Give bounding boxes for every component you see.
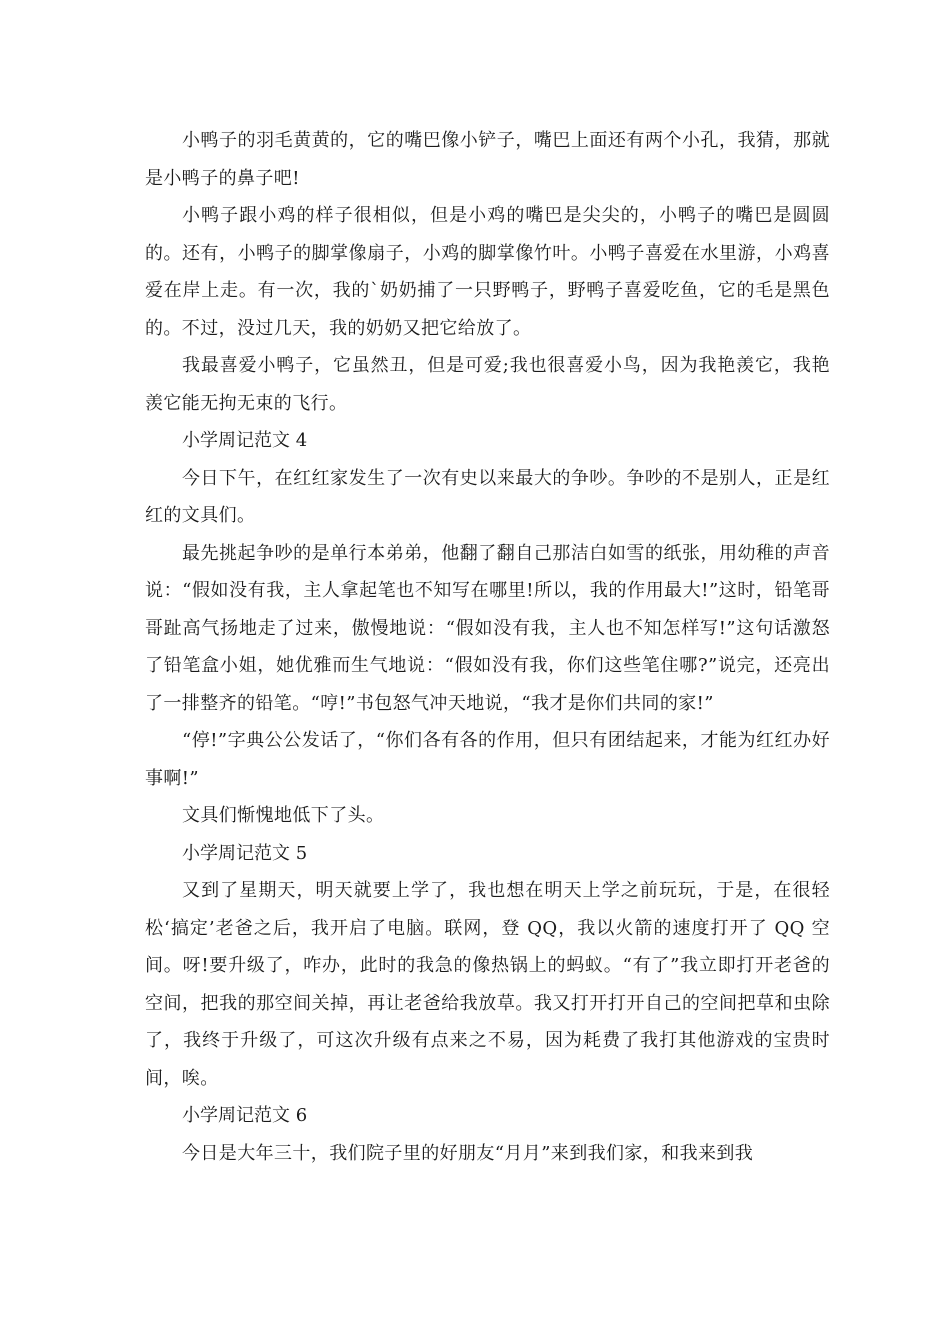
paragraph-argument-intro: 今日下午，在红红家发生了一次有史以来最大的争吵。争吵的不是别人，正是红红的文具们。: [145, 467, 830, 526]
paragraph-favorite-duck: 我最喜爱小鸭子，它虽然丑，但是可爱;我也很喜爱小鸟，因为我艳羡它，我艳羡它能无拘无束的飞行。: [145, 355, 830, 414]
section-heading-6: 小学周记范文 6: [182, 1105, 308, 1126]
paragraph-duck-vs-chick: 小鸭子跟小鸡的样子很相似，但是小鸡的嘴巴是尖尖的，小鸭子的嘴巴是圆圆的。还有，小鸭子的脚掌像扇子，小鸡的脚掌像竹叶。小鸭子喜爱在水里游，小鸡喜爱在岸上走。有一次，我的`奶奶捕了一只野鸭子，野鸭子喜爱吃鱼，它的毛是黑色的。不过，没过几天，我的奶奶又把它给放了。: [145, 205, 830, 339]
document-page: [145, 122, 830, 1172]
paragraph-new-year-eve: 今日是大年三十，我们院子里的好朋友“月月”来到我们家，和我来到我: [182, 1142, 754, 1164]
paragraph-duck-feathers: 小鸭子的羽毛黄黄的，它的嘴巴像小铲子，嘴巴上面还有两个小孔，我猜，那就是小鸭子的鼻子吧!: [145, 130, 830, 189]
paragraph-stationery-ashamed: 文具们惭愧地低下了头。: [182, 805, 385, 826]
section-heading-4: 小学周记范文 4: [182, 430, 308, 451]
paragraph-dictionary-speaks: “停!”字典公公发话了，“你们各有各的作用，但只有团结起来，才能为红红办好事啊!”: [145, 730, 830, 789]
paragraph-qq-space: 又到了星期天，明天就要上学了，我也想在明天上学之前玩玩，于是，在很轻松‘搞定’老爸之后，我开启了电脑。联网，登 QQ，我以火箭的速度打开了 QQ 空间。呀!要升级了，咋办，此时的我急的像热锅上的蚂蚁。“有了”我立即打开老爸的空间，把我的那空间关掉，再让老爸给我放草。我又打开打开自己的空间把草和虫除了，我终于升级了，可这次升级有点来之不易，因为耗费了我打其他游戏的宝贵时间，唉。: [145, 880, 830, 1089]
section-heading-5: 小学周记范文 5: [182, 842, 308, 864]
paragraph-stationery-argument: 最先挑起争吵的是单行本弟弟，他翻了翻自己那洁白如雪的纸张，用幼稚的声音说：“假如没有我，主人拿起笔也不知写在哪里!所以，我的作用最大!”这时，铅笔哥哥趾高气扬地走了过来，傲慢地说：“假如没有我，主人也不知怎样写!”这句话激怒了铅笔盒小姐，她优雅而生气地说：“假如没有我，你们这些笔住哪?”说完，还亮出了一排整齐的铅笔。“哼!”书包怒气冲天地说，“我才是你们共同的家!”: [145, 542, 830, 714]
